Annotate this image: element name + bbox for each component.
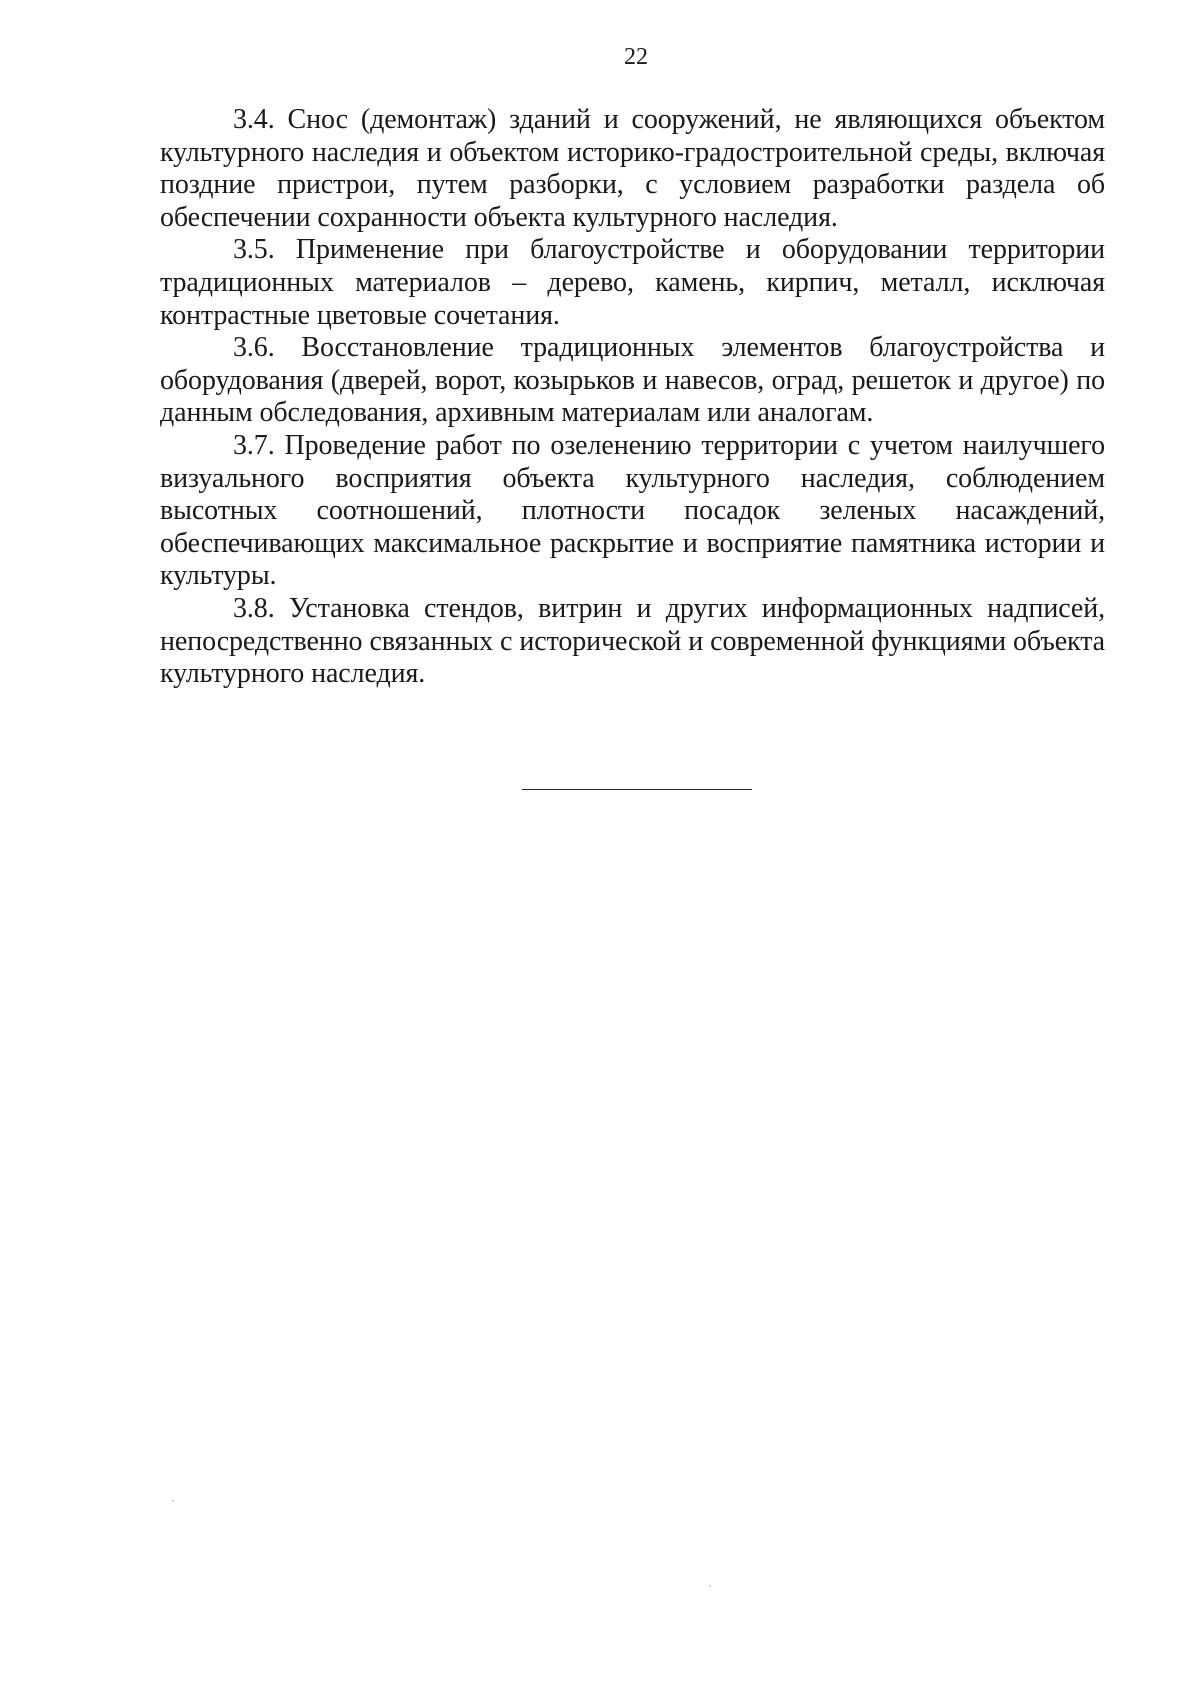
paragraph-3-4: 3.4. Снос (демонтаж) зданий и сооружений, не являющихся объектом культурного наследия и объектом историко-градостроительной среды, включая поздние пристрои, путем разборки, с условием разработки раздела об обеспечении сохранности объекта культурного наследия. (160, 104, 1105, 233)
paragraph-3-8: 3.8. Установка стендов, витрин и других информационных надписей, непосредственно связанных с исторической и современной функциями объекта культурного наследия. (160, 592, 1105, 690)
scan-speck (709, 1585, 711, 1587)
end-divider-line (522, 789, 752, 790)
page-number: 22 (624, 44, 648, 70)
paragraph-3-5: 3.5. Применение при благоустройстве и оборудовании территории традиционных материалов – дерево, камень, кирпич, металл, исключая контрастные цветовые сочетания. (160, 234, 1105, 331)
document-body (160, 104, 1105, 691)
paragraph-3-7: 3.7. Проведение работ по озеленению территории с учетом наилучшего визуального восприятия объекта культурного наследия, соблюдением высотных соотношений, плотности посадок зеленых насаждений, обеспечивающих максимальное раскрытие и восприятие памятника истории и культуры. (160, 429, 1105, 592)
scan-speck (172, 1500, 174, 1502)
paragraph-3-6: 3.6. Восстановление традиционных элементов благоустройства и оборудования (дверей, ворот, козырьков и навесов, оград, решеток и другое) по данным обследования, архивным материалам или аналогам. (160, 332, 1105, 429)
